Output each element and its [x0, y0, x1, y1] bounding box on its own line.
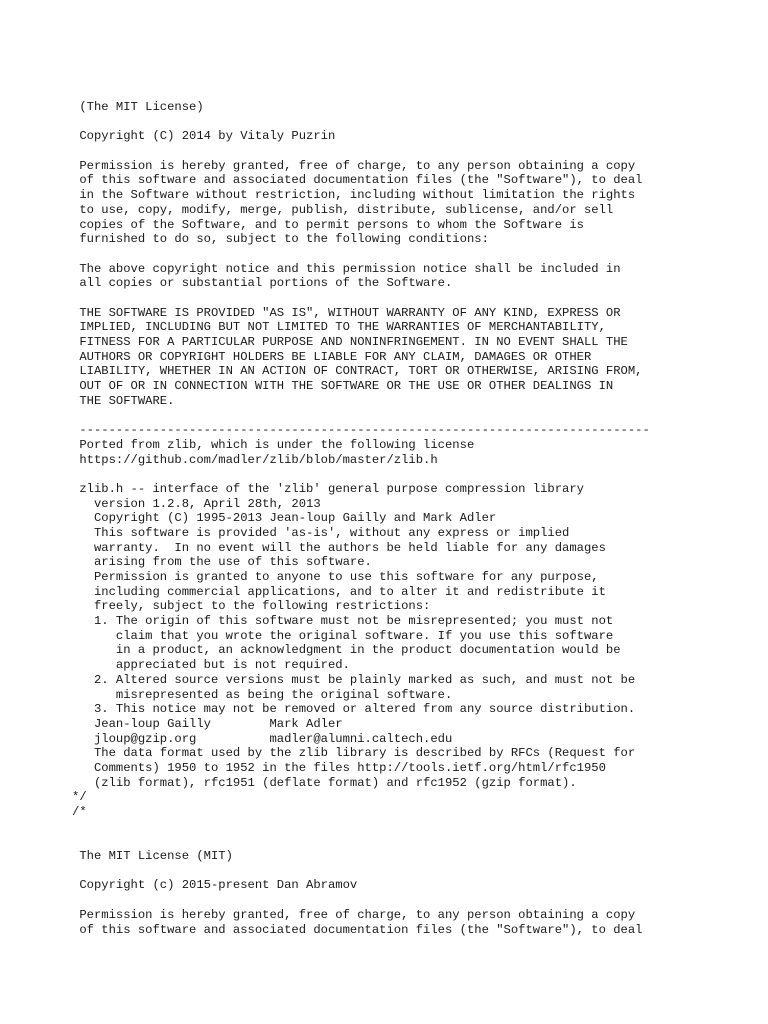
text-line: warranty. In no event will the authors be held liable for any damages	[72, 540, 606, 555]
text-line: claim that you wrote the original software. If you use this software	[72, 628, 614, 643]
text-line	[72, 144, 650, 159]
text-line	[72, 834, 650, 849]
text-line: (zlib format), rfc1951 (deflate format) and rfc1952 (gzip format).	[72, 775, 577, 790]
text-line: arising from the use of this software.	[72, 555, 372, 570]
text-line: Permission is hereby granted, free of charge, to any person obtaining a copy	[72, 907, 636, 922]
text-line: in a product, an acknowledgment in the product documentation would be	[72, 643, 621, 658]
text-line: (The MIT License)	[72, 100, 204, 114]
text-line	[72, 408, 650, 423]
text-line: version 1.2.8, April 28th, 2013	[72, 496, 321, 511]
text-line: Permission is hereby granted, free of charge, to any person obtaining a copy	[72, 158, 636, 173]
text-line: jloup@gzip.org madler@alumni.caltech.edu	[72, 731, 453, 746]
text-line: /*	[72, 805, 87, 819]
text-line: Copyright (c) 2015-present Dan Abramov	[72, 878, 358, 893]
text-line	[72, 247, 650, 262]
text-line: This software is provided 'as-is', without any express or implied	[72, 525, 570, 540]
text-line: The data format used by the zlib library is described by RFCs (Request for	[72, 746, 636, 761]
text-line: THE SOFTWARE.	[72, 393, 175, 408]
text-line: Comments) 1950 to 1952 in the files http://tools.ietf.org/html/rfc1950	[72, 760, 606, 775]
text-line: OUT OF OR IN CONNECTION WITH THE SOFTWARE OR THE USE OR OTHER DEALINGS IN	[72, 379, 614, 394]
text-line: including commercial applications, and to alter it and redistribute it	[72, 584, 606, 599]
text-line: IMPLIED, INCLUDING BUT NOT LIMITED TO THE WARRANTIES OF MERCHANTABILITY,	[72, 320, 606, 335]
text-line: copies of the Software, and to permit persons to whom the Software is	[72, 217, 584, 232]
text-line: of this software and associated documentation files (the "Software"), to deal	[72, 922, 643, 937]
text-line: Permission is granted to anyone to use this software for any purpose,	[72, 570, 599, 584]
text-line: of this software and associated documentation files (the "Software"), to deal	[72, 173, 643, 188]
text-line: freely, subject to the following restrictions:	[72, 599, 431, 614]
text-line: in the Software without restriction, including without limitation the rights	[72, 188, 636, 203]
text-line	[72, 467, 650, 482]
text-line: misrepresented as being the original software.	[72, 687, 453, 702]
text-line	[72, 115, 650, 130]
text-line: Jean-loup Gailly Mark Adler	[72, 716, 343, 731]
text-line: 1. The origin of this software must not be misrepresented; you must not	[72, 614, 614, 629]
text-line: Ported from zlib, which is under the following license	[72, 437, 475, 452]
text-line: The MIT License (MIT)	[72, 849, 233, 864]
text-line	[72, 820, 650, 835]
text-line: AUTHORS OR COPYRIGHT HOLDERS BE LIABLE FOR ANY CLAIM, DAMAGES OR OTHER	[72, 349, 592, 364]
text-line: */	[72, 790, 87, 805]
text-line: Copyright (C) 2014 by Vitaly Puzrin	[72, 129, 336, 144]
text-line: Copyright (C) 1995-2013 Jean-loup Gailly and Mark Adler	[72, 511, 497, 526]
text-line: ------------------------------------------------------------------------------	[72, 423, 650, 438]
text-line: 2. Altered source versions must be plainly marked as such, and must not be	[72, 672, 636, 687]
text-line: https://github.com/madler/zlib/blob/master/zlib.h	[72, 452, 438, 467]
text-line: FITNESS FOR A PARTICULAR PURPOSE AND NONINFRINGEMENT. IN NO EVENT SHALL THE	[72, 335, 628, 349]
text-line: zlib.h -- interface of the 'zlib' general purpose compression library	[72, 481, 584, 496]
text-line: 3. This notice may not be removed or altered from any source distribution.	[72, 702, 636, 717]
text-line: furnished to do so, subject to the following conditions:	[72, 232, 489, 247]
text-line: appreciated but is not required.	[72, 658, 350, 673]
text-line	[72, 893, 650, 908]
text-line: LIABILITY, WHETHER IN AN ACTION OF CONTRACT, TORT OR OTHERWISE, ARISING FROM,	[72, 364, 643, 379]
text-line	[72, 291, 650, 306]
license-text-document	[72, 100, 650, 937]
text-line: all copies or substantial portions of the Software.	[72, 276, 453, 291]
text-line	[72, 864, 650, 879]
text-line: The above copyright notice and this permission notice shall be included in	[72, 261, 621, 276]
text-line: THE SOFTWARE IS PROVIDED "AS IS", WITHOUT WARRANTY OF ANY KIND, EXPRESS OR	[72, 305, 621, 320]
text-line: to use, copy, modify, merge, publish, distribute, sublicense, and/or sell	[72, 202, 614, 217]
